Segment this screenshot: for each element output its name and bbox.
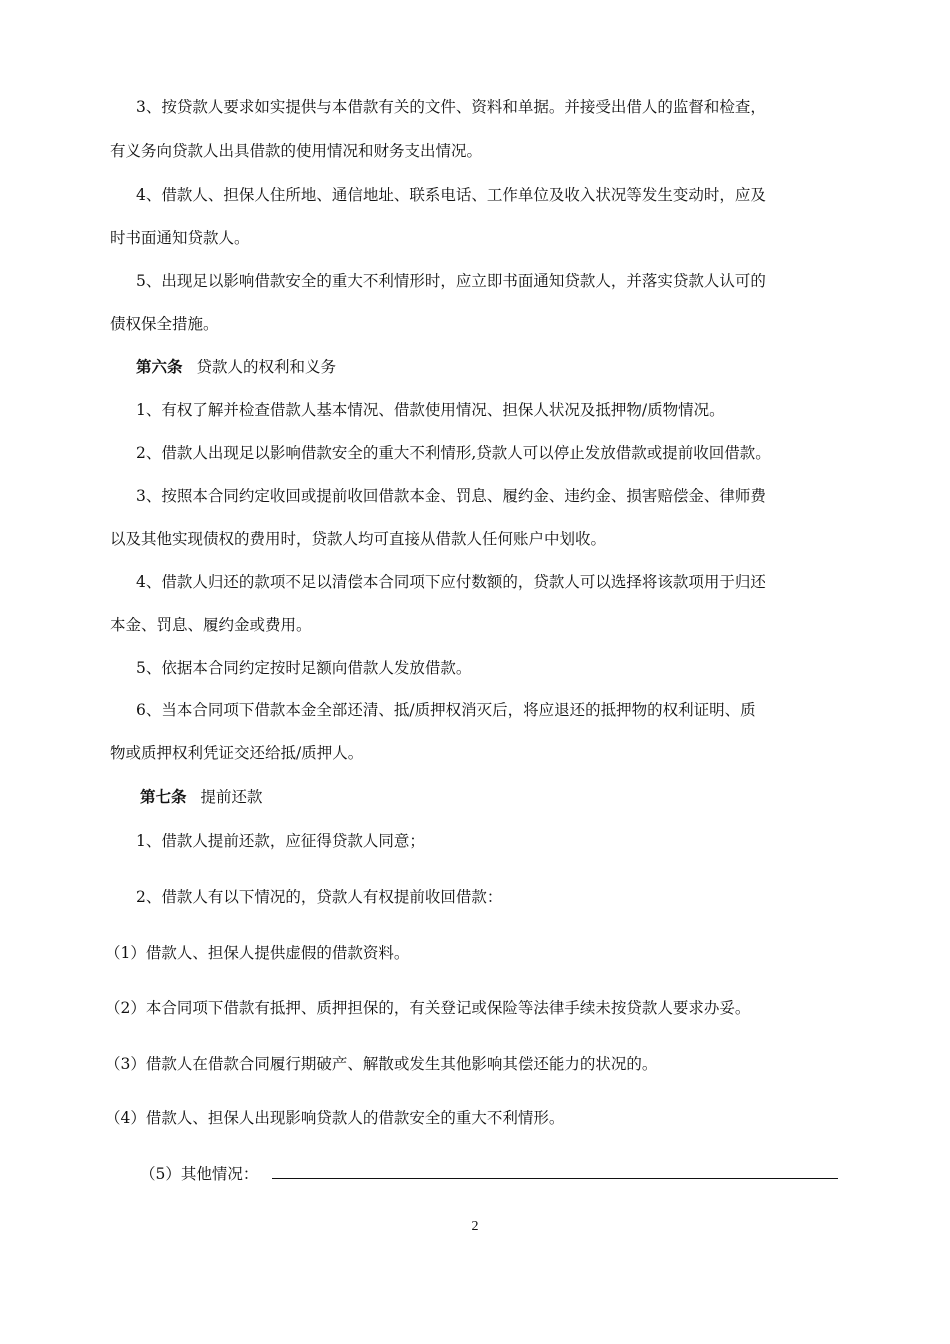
clause7-sub2: （2）本合同项下借款有抵押、质押担保的，有关登记或保险等法律手续未按贷款人要求办妥。 — [105, 999, 751, 1017]
clause7-sub5-label: （5）其他情况： — [140, 1165, 259, 1183]
clause7-item2: 2、借款人有以下情况的，贷款人有权提前收回借款： — [136, 888, 503, 906]
clause6-title: 贷款人的权利和义务 — [196, 358, 337, 376]
clause5-item4-line2: 时书面通知贷款人。 — [110, 229, 250, 247]
clause7-title: 提前还款 — [200, 788, 263, 806]
clause5-item3-line1: 3、按贷款人要求如实提供与本借款有关的文件、资料和单据。并接受出借人的监督和检查， — [136, 98, 766, 116]
clause5-item4-line1: 4、借款人、担保人住所地、通信地址、联系电话、工作单位及收入状况等发生变动时，应及 — [136, 186, 766, 204]
clause7-sub4: （4）借款人、担保人出现影响贷款人的借款安全的重大不利情形。 — [105, 1109, 565, 1127]
fill-in-blank-line — [272, 1178, 838, 1179]
clause7-item1: 1、借款人提前还款，应征得贷款人同意； — [136, 832, 425, 850]
clause6-item1: 1、有权了解并检查借款人基本情况、借款使用情况、担保人状况及抵押物/质物情况。 — [136, 401, 725, 419]
clause7-heading — [140, 787, 263, 807]
clause5-item3-line2: 有义务向贷款人出具借款的使用情况和财务支出情况。 — [110, 142, 483, 160]
clause6-item6-line1: 6、当本合同项下借款本金全部还清、抵/质押权消灭后，将应退还的抵押物的权利证明、质 — [136, 701, 756, 719]
clause7-sub3: （3）借款人在借款合同履行期破产、解散或发生其他影响其偿还能力的状况的。 — [105, 1055, 658, 1073]
clause6-item5: 5、依据本合同约定按时足额向借款人发放借款。 — [136, 659, 472, 677]
clause6-item2: 2、借款人出现足以影响借款安全的重大不利情形,贷款人可以停止发放借款或提前收回借款。 — [136, 444, 771, 462]
clause5-item5-line2: 债权保全措施。 — [110, 315, 219, 333]
clause5-item5-line1: 5、出现足以影响借款安全的重大不利情形时，应立即书面通知贷款人，并落实贷款人认可的 — [136, 272, 766, 290]
clause7-label: 第七条 — [140, 787, 187, 806]
clause6-item3-line2: 以及其他实现债权的费用时，贷款人均可直接从借款人任何账户中划收。 — [110, 530, 607, 548]
page-number: 2 — [471, 1219, 479, 1234]
clause6-item3-line1: 3、按照本合同约定收回或提前收回借款本金、罚息、履约金、违约金、损害赔偿金、律师费 — [136, 487, 766, 505]
clause6-heading — [136, 357, 336, 377]
clause6-label: 第六条 — [136, 357, 183, 376]
clause6-item6-line2: 物或质押权利凭证交还给抵/质押人。 — [110, 744, 364, 762]
clause6-item4-line1: 4、借款人归还的款项不足以清偿本合同项下应付数额的，贷款人可以选择将该款项用于归还 — [136, 573, 766, 591]
clause6-item4-line2: 本金、罚息、履约金或费用。 — [110, 616, 312, 634]
clause7-sub1: （1）借款人、担保人提供虚假的借款资料。 — [105, 944, 410, 962]
